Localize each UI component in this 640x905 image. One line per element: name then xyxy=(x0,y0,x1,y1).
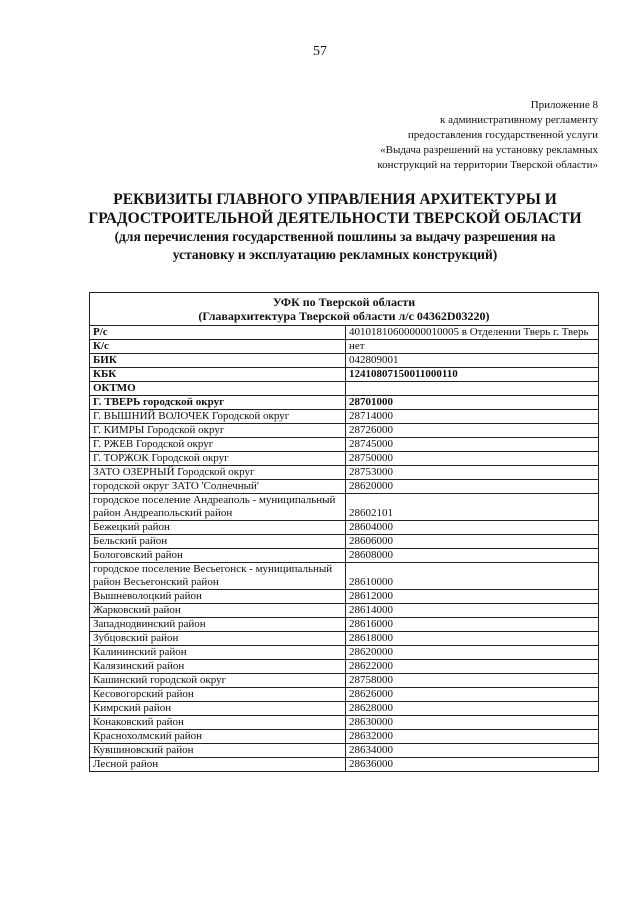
row-value: 28745000 xyxy=(346,438,599,452)
row-value: 28606000 xyxy=(346,535,599,549)
row-value: 28616000 xyxy=(346,618,599,632)
row-label: Краснохолмский район xyxy=(90,730,346,744)
table-row xyxy=(90,688,599,702)
table-row xyxy=(90,354,599,368)
row-label: БИК xyxy=(90,354,346,368)
table-row xyxy=(90,674,599,688)
row-label: Калининский район xyxy=(90,646,346,660)
row-label: городское поселение Андреаполь - муниципальный район Андреапольский район xyxy=(90,494,346,521)
row-value: 28750000 xyxy=(346,452,599,466)
row-value: 28610000 xyxy=(346,563,599,590)
table-row xyxy=(90,702,599,716)
document-title xyxy=(60,190,610,228)
row-value: 28628000 xyxy=(346,702,599,716)
table-row xyxy=(90,396,599,410)
table-row xyxy=(90,368,599,382)
table-row xyxy=(90,382,599,396)
row-label: Бологовский район xyxy=(90,549,346,563)
table-body xyxy=(90,326,599,772)
table-header xyxy=(90,293,599,326)
document-subtitle xyxy=(60,228,610,264)
row-value: 28618000 xyxy=(346,632,599,646)
row-label: К/с xyxy=(90,340,346,354)
row-value: 28614000 xyxy=(346,604,599,618)
header-line: (Главархитектура Тверской области л/с 04362D03220) xyxy=(198,309,490,323)
row-label: Бельский район xyxy=(90,535,346,549)
row-label: Жарковский район xyxy=(90,604,346,618)
appendix-line: Приложение 8 xyxy=(530,99,598,111)
table-row xyxy=(90,604,599,618)
row-value: 042809001 xyxy=(346,354,599,368)
table-row xyxy=(90,590,599,604)
row-value: 28602101 xyxy=(346,494,599,521)
row-value: 28630000 xyxy=(346,716,599,730)
row-label: Г. ТОРЖОК Городской округ xyxy=(90,452,346,466)
row-label: Кесовогорский район xyxy=(90,688,346,702)
row-value: 28701000 xyxy=(346,396,599,410)
table-row xyxy=(90,480,599,494)
table-row xyxy=(90,646,599,660)
row-label: Бежецкий район xyxy=(90,521,346,535)
row-label: городской округ ЗАТО 'Солнечный' xyxy=(90,480,346,494)
row-label: Вышневолоцкий район xyxy=(90,590,346,604)
appendix-line: конструкций на территории Тверской области» xyxy=(377,159,598,171)
table-header-row xyxy=(90,293,599,326)
row-value: 40101810600000010005 в Отделении Тверь г. Тверь xyxy=(346,326,599,340)
row-value: 28626000 xyxy=(346,688,599,702)
row-label: Западнодвинский район xyxy=(90,618,346,632)
table-row xyxy=(90,716,599,730)
table-row xyxy=(90,438,599,452)
row-label: Г. КИМРЫ Городской округ xyxy=(90,424,346,438)
row-value: 28620000 xyxy=(346,646,599,660)
row-value: нет xyxy=(346,340,599,354)
row-label: ОКТМО xyxy=(90,382,346,396)
row-value: 12410807150011000110 xyxy=(346,368,599,382)
table-row xyxy=(90,563,599,590)
table-row xyxy=(90,758,599,772)
row-value: 28608000 xyxy=(346,549,599,563)
row-value: 28758000 xyxy=(346,674,599,688)
appendix-line: предоставления государственной услуги xyxy=(407,129,598,141)
row-label: Кашинский городской округ xyxy=(90,674,346,688)
appendix-line: к административному регламенту xyxy=(440,114,598,126)
row-label: ЗАТО ОЗЕРНЫЙ Городской округ xyxy=(90,466,346,480)
row-value: 28622000 xyxy=(346,660,599,674)
requisites-table xyxy=(89,292,599,772)
row-label: Р/с xyxy=(90,326,346,340)
subtitle-line: установку и эксплуатацию рекламных конструкций) xyxy=(172,247,498,262)
table-row xyxy=(90,410,599,424)
row-label: Г. ТВЕРЬ городской округ xyxy=(90,396,346,410)
table-row xyxy=(90,535,599,549)
row-label: Зубцовский район xyxy=(90,632,346,646)
appendix-line: «Выдача разрешений на установку рекламных xyxy=(380,144,598,156)
table-row xyxy=(90,618,599,632)
title-line: ГРАДОСТРОИТЕЛЬНОЙ ДЕЯТЕЛЬНОСТИ ТВЕРСКОЙ ОБЛАСТИ xyxy=(88,210,582,227)
page-number: 57 xyxy=(313,44,327,59)
row-value: 28714000 xyxy=(346,410,599,424)
table-row xyxy=(90,494,599,521)
row-label: Лесной район xyxy=(90,758,346,772)
row-value: 28620000 xyxy=(346,480,599,494)
row-label: городское поселение Весьегонск - муниципальный район Весьегонский район xyxy=(90,563,346,590)
table-row xyxy=(90,549,599,563)
table-row xyxy=(90,660,599,674)
header-line: УФК по Тверской области xyxy=(272,295,416,309)
row-label: Г. РЖЕВ Городской округ xyxy=(90,438,346,452)
table-row xyxy=(90,326,599,340)
row-label: КБК xyxy=(90,368,346,382)
row-label: Кувшиновский район xyxy=(90,744,346,758)
table-row xyxy=(90,521,599,535)
table-row xyxy=(90,632,599,646)
row-value: 28612000 xyxy=(346,590,599,604)
appendix-note xyxy=(298,98,598,173)
row-value: 28753000 xyxy=(346,466,599,480)
subtitle-line: (для перечисления государственной пошлины за выдачу разрешения на xyxy=(114,229,556,244)
row-value: 28604000 xyxy=(346,521,599,535)
row-label: Кимрский район xyxy=(90,702,346,716)
row-value xyxy=(346,382,599,396)
table-row xyxy=(90,424,599,438)
row-label: Г. ВЫШНИЙ ВОЛОЧЕК Городской округ xyxy=(90,410,346,424)
table-row xyxy=(90,340,599,354)
table-row xyxy=(90,744,599,758)
row-value: 28726000 xyxy=(346,424,599,438)
row-label: Калязинский район xyxy=(90,660,346,674)
row-value: 28632000 xyxy=(346,730,599,744)
title-line: РЕКВИЗИТЫ ГЛАВНОГО УПРАВЛЕНИЯ АРХИТЕКТУРЫ И xyxy=(113,191,557,208)
table-row xyxy=(90,466,599,480)
row-value: 28634000 xyxy=(346,744,599,758)
table-row xyxy=(90,730,599,744)
row-value: 28636000 xyxy=(346,758,599,772)
table-row xyxy=(90,452,599,466)
row-label: Конаковский район xyxy=(90,716,346,730)
